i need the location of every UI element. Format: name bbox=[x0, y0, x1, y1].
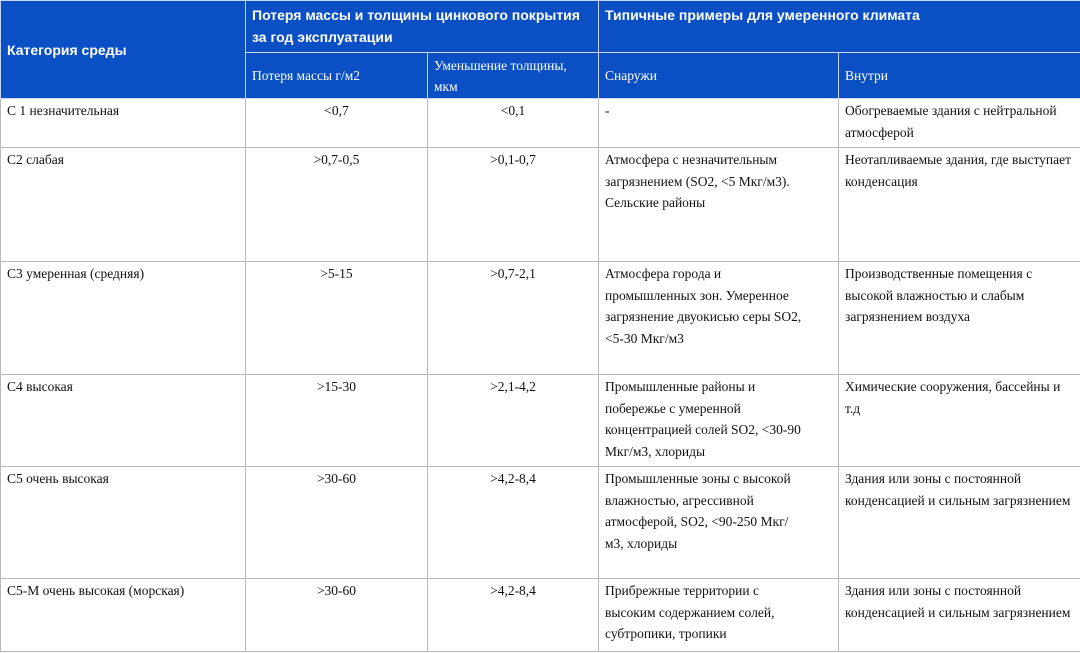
cell-mass-loss: >30-60 bbox=[246, 467, 428, 579]
cell-thickness-loss: >0,7-2,1 bbox=[428, 262, 599, 375]
cell-category: С3 умеренная (средняя) bbox=[1, 262, 246, 375]
table-row bbox=[1, 99, 1080, 148]
cell-inside: Производственные помещения с высокой влажностью и слабым загрязнением воздуха bbox=[839, 262, 1080, 375]
cell-thickness-loss: >4,2-8,4 bbox=[428, 467, 599, 579]
cell-inside: Обогреваемые здания с нейтральной атмосферой bbox=[839, 99, 1080, 148]
cell-category: С5-М очень высокая (морская) bbox=[1, 579, 246, 652]
cell-inside: Неотапливаемые здания, где выступает конденсация bbox=[839, 148, 1080, 262]
cell-inside: Химические сооружения, бассейны и т.д bbox=[839, 375, 1080, 467]
cell-thickness-loss: <0,1 bbox=[428, 99, 599, 148]
cell-outside: Атмосфера с незначительным загрязнением (SO2, <5 Мкг/м3). Сельские районы bbox=[599, 148, 839, 262]
header-thickness-loss: Уменьшение толщины, мкм bbox=[428, 53, 599, 99]
header-mass-loss: Потеря массы г/м2 bbox=[246, 53, 428, 99]
cell-inside: Здания или зоны с постоянной конденсацией и сильным загрязнением bbox=[839, 467, 1080, 579]
table-header bbox=[1, 1, 1080, 99]
cell-mass-loss: >15-30 bbox=[246, 375, 428, 467]
table-row bbox=[1, 467, 1080, 579]
table-row bbox=[1, 148, 1080, 262]
cell-mass-loss: <0,7 bbox=[246, 99, 428, 148]
table-body bbox=[1, 99, 1080, 652]
table-row bbox=[1, 262, 1080, 375]
cell-thickness-loss: >2,1-4,2 bbox=[428, 375, 599, 467]
table-row bbox=[1, 375, 1080, 467]
cell-outside: Прибрежные территории с высоким содержанием солей, субтропики, тропики bbox=[599, 579, 839, 652]
cell-outside: Атмосфера города и промышленных зон. Умеренное загрязнение двуокисью серы SO2, <5-30 Мкг/м3 bbox=[599, 262, 839, 375]
cell-thickness-loss: >0,1-0,7 bbox=[428, 148, 599, 262]
header-category: Категория среды bbox=[1, 1, 246, 99]
header-examples-group: Типичные примеры для умеренного климата bbox=[599, 1, 1080, 53]
cell-mass-loss: >0,7-0,5 bbox=[246, 148, 428, 262]
cell-mass-loss: >5-15 bbox=[246, 262, 428, 375]
cell-thickness-loss: >4,2-8,4 bbox=[428, 579, 599, 652]
cell-outside: - bbox=[599, 99, 839, 148]
cell-category: С2 слабая bbox=[1, 148, 246, 262]
header-inside: Внутри bbox=[839, 53, 1080, 99]
cell-outside: Промышленные зоны с высокой влажностью, агрессивной атмосферой, SO2, <90-250 Мкг/м3, хлориды bbox=[599, 467, 839, 579]
cell-category: С4 высокая bbox=[1, 375, 246, 467]
cell-category: С5 очень высокая bbox=[1, 467, 246, 579]
header-outside: Снаружи bbox=[599, 53, 839, 99]
cell-outside: Промышленные районы и побережье с умеренной концентрацией солей SO2, <30-90 Мкг/м3, хлориды bbox=[599, 375, 839, 467]
header-loss-group: Потеря массы и толщины цинкового покрытия за год эксплуатации bbox=[246, 1, 599, 53]
cell-inside: Здания или зоны с постоянной конденсацией и сильным загрязнением bbox=[839, 579, 1080, 652]
cell-category: С 1 незначительная bbox=[1, 99, 246, 148]
cell-mass-loss: >30-60 bbox=[246, 579, 428, 652]
header-row-groups bbox=[1, 1, 1080, 53]
table-row bbox=[1, 579, 1080, 652]
